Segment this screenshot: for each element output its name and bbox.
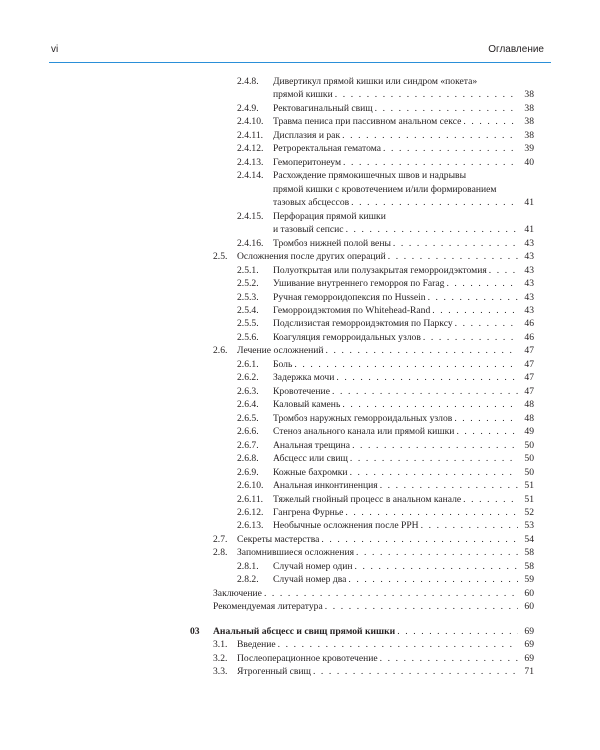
toc-entry[interactable] — [0, 587, 600, 600]
toc-entry-page: 59 — [524, 574, 534, 586]
toc-entry-line — [237, 533, 534, 546]
toc-entry[interactable] — [0, 317, 600, 330]
toc-entry-line — [273, 129, 534, 142]
toc-entry-line — [273, 264, 534, 277]
toc-entry[interactable] — [0, 331, 600, 344]
toc-leader-dots — [388, 250, 518, 263]
toc-leader-dots — [423, 331, 518, 344]
toc-entry-title: Подслизистая геморроидэктомия по Парксу — [273, 318, 453, 330]
toc-entry-line — [273, 223, 534, 236]
toc-entry-number: 2.6.9. — [237, 466, 259, 478]
toc-leader-dots — [351, 196, 518, 209]
toc-leader-dots — [346, 223, 518, 236]
toc-entry[interactable] — [0, 142, 600, 155]
toc-entry-page: 46 — [524, 318, 534, 330]
toc-entry-title: тазовых абсцессов — [273, 197, 350, 209]
toc-entry[interactable] — [0, 223, 600, 236]
toc-entry-number: 2.8.2. — [237, 574, 259, 586]
toc-entry-line — [273, 142, 534, 155]
toc-leader-dots — [393, 237, 518, 250]
toc-entry-page: 43 — [524, 264, 534, 276]
toc-entry-line — [273, 196, 534, 209]
toc-entry[interactable] — [0, 277, 600, 290]
toc-entry[interactable] — [0, 385, 600, 398]
toc-leader-dots — [326, 344, 518, 357]
toc-entry-number: 2.5.5. — [237, 318, 259, 330]
toc-entry-number: 2.5.6. — [237, 331, 259, 343]
toc-entry[interactable] — [0, 210, 600, 223]
toc-entry-number: 3.1. — [213, 639, 228, 651]
toc-entry-title: Введение — [237, 639, 276, 651]
toc-entry-page: 41 — [524, 224, 534, 236]
toc-entry-title: Расхождение прямокишечных швов и надрывы — [273, 170, 467, 182]
toc-entry-line — [273, 237, 534, 250]
toc-entry[interactable] — [0, 304, 600, 317]
toc-entry-number: 2.4.15. — [237, 210, 264, 222]
toc-entry-line — [273, 156, 534, 169]
toc-leader-dots — [428, 291, 518, 304]
toc-entry-line — [273, 317, 534, 330]
toc-entry-number: 2.4.16. — [237, 237, 264, 249]
toc-entry-number: 2.5. — [213, 251, 228, 263]
toc-entry-number: 2.6.13. — [237, 520, 264, 532]
toc-entry-number: 2.6.11. — [237, 493, 264, 505]
toc-entry-number: 2.4.11. — [237, 129, 264, 141]
toc-entry-line — [273, 331, 534, 344]
toc-entry-title: Коагуляция геморроидальных узлов — [273, 331, 421, 343]
toc-entry-line — [273, 210, 520, 223]
toc-entry-title: Дисплазия и рак — [273, 129, 341, 141]
toc-leader-dots — [278, 638, 518, 651]
toc-entry-line — [273, 466, 534, 479]
toc-entry-page: 60 — [524, 601, 534, 613]
toc-entry-number: 2.6.1. — [237, 358, 259, 370]
toc-entry[interactable] — [0, 533, 600, 546]
toc-entry-page: 50 — [524, 466, 534, 478]
toc-entry[interactable] — [0, 452, 600, 465]
toc-entry-number: 2.6.5. — [237, 412, 259, 424]
toc-entry-line — [273, 183, 520, 196]
toc-entry[interactable] — [0, 425, 600, 438]
toc-entry-title: Каловый камень — [273, 399, 341, 411]
toc-entry-line — [273, 385, 534, 398]
toc-entry[interactable] — [0, 344, 600, 357]
toc-entry-number: 03 — [190, 625, 200, 637]
toc-entry-line — [273, 452, 534, 465]
toc-entry[interactable] — [0, 479, 600, 492]
toc-leader-dots — [421, 519, 518, 532]
toc-entry-title: Лечение осложнений — [237, 345, 324, 357]
chapter-gap — [0, 614, 600, 625]
toc-entry-title: Гангрена Фурнье — [273, 507, 344, 518]
toc-entry-title: Случай номер два — [273, 574, 347, 586]
toc-leader-dots — [294, 358, 518, 371]
toc-entry[interactable] — [0, 546, 600, 559]
toc-entry[interactable] — [0, 506, 600, 519]
toc-entry-line — [273, 115, 534, 128]
toc-entry-page: 43 — [524, 278, 534, 290]
toc-entry-title: Кровотечение — [273, 385, 330, 397]
toc-entry-line — [237, 344, 534, 357]
toc-entry-title: Ятрогенный свищ — [237, 666, 311, 678]
toc-leader-dots — [463, 115, 518, 128]
toc-entry-title: прямой кишки с кровотечением и/или формированием — [273, 183, 497, 195]
toc-leader-dots — [335, 88, 518, 101]
toc-entry-number: 2.5.2. — [237, 278, 259, 290]
toc-entry[interactable] — [0, 250, 600, 263]
toc-entry-number: 2.6.12. — [237, 507, 264, 518]
running-header-title: Оглавление — [488, 44, 544, 55]
toc-entry-line — [273, 439, 534, 452]
toc-entry-line — [273, 88, 534, 101]
toc-leader-dots — [352, 439, 518, 452]
toc-entry-page: 48 — [524, 399, 534, 411]
toc-entry-line — [273, 560, 534, 573]
toc-entry-page: 46 — [524, 331, 534, 343]
toc-entry[interactable] — [0, 102, 600, 115]
toc-entry-title: Анальная трещина — [273, 439, 351, 451]
toc-entry[interactable] — [0, 600, 600, 613]
table-of-contents — [0, 75, 600, 679]
toc-entry-line — [273, 398, 534, 411]
toc-entry-line — [213, 625, 534, 638]
toc-entry-page: 47 — [524, 358, 534, 370]
toc-entry-page: 43 — [524, 251, 534, 263]
toc-entry-page: 38 — [524, 129, 534, 141]
toc-entry-page: 69 — [524, 625, 534, 637]
toc-entry-title: Тромбоз наружных геморроидальных узлов — [273, 412, 453, 424]
toc-entry-title: Анальная инконтиненция — [273, 480, 378, 492]
toc-entry-number: 2.6.8. — [237, 453, 259, 465]
toc-entry[interactable] — [0, 156, 600, 169]
toc-entry-number: 2.5.3. — [237, 291, 259, 303]
toc-entry-number: 2.6.4. — [237, 399, 259, 411]
toc-leader-dots — [264, 587, 518, 600]
toc-leader-dots — [432, 304, 518, 317]
toc-entry[interactable] — [0, 412, 600, 425]
toc-entry-page: 43 — [524, 304, 534, 316]
toc-entry-number: 2.8.1. — [237, 560, 259, 572]
toc-entry-line — [237, 546, 534, 559]
toc-entry-number: 2.6. — [213, 345, 228, 357]
toc-entry-title: Случай номер один — [273, 560, 353, 572]
toc-entry-number: 2.6.7. — [237, 439, 259, 451]
toc-entry-page: 50 — [524, 439, 534, 451]
toc-entry-line — [273, 493, 534, 506]
toc-entry-line — [273, 169, 520, 182]
toc-entry-page: 51 — [524, 493, 534, 505]
toc-entry-number: 2.4.10. — [237, 116, 264, 128]
toc-leader-dots — [348, 573, 518, 586]
toc-entry-page: 38 — [524, 116, 534, 128]
toc-leader-dots — [397, 625, 518, 638]
toc-entry-number: 3.2. — [213, 652, 228, 664]
toc-entry[interactable] — [0, 75, 600, 88]
toc-entry-title: Осложнения после других операций — [237, 251, 386, 263]
toc-entry-line — [213, 600, 534, 613]
toc-leader-dots — [332, 385, 518, 398]
header-rule — [49, 62, 551, 63]
toc-entry-page: 58 — [524, 560, 534, 572]
toc-entry-page: 60 — [524, 587, 534, 599]
toc-entry[interactable] — [0, 196, 600, 209]
toc-entry-number: 2.6.6. — [237, 426, 259, 438]
toc-entry-number: 2.4.14. — [237, 170, 264, 182]
toc-entry-title: Травма пениса при пассивном анальном сексе — [273, 116, 462, 128]
toc-entry-title: Перфорация прямой кишки — [273, 210, 386, 222]
toc-entry-title: Тромбоз нижней полой вены — [273, 237, 391, 249]
toc-entry-title: Секреты мастерства — [237, 533, 320, 545]
toc-entry[interactable] — [0, 115, 600, 128]
toc-entry-title: Боль — [273, 358, 293, 370]
toc-entry-title: Рекомендуемая литература — [213, 601, 323, 613]
toc-entry[interactable] — [0, 371, 600, 384]
toc-leader-dots — [350, 466, 518, 479]
toc-entry[interactable] — [0, 519, 600, 532]
toc-entry-page: 50 — [524, 453, 534, 465]
toc-entry-line — [273, 371, 534, 384]
toc-entry-line — [237, 665, 534, 678]
toc-entry[interactable] — [0, 439, 600, 452]
toc-leader-dots — [463, 493, 518, 506]
toc-leader-dots — [454, 412, 518, 425]
toc-entry-line — [237, 250, 534, 263]
toc-entry-line — [273, 277, 534, 290]
toc-leader-dots — [375, 102, 518, 115]
toc-entry[interactable] — [0, 625, 600, 638]
toc-entry[interactable] — [0, 264, 600, 277]
toc-entry-number: 2.4.9. — [237, 102, 259, 114]
toc-entry-line — [273, 291, 534, 304]
toc-leader-dots — [455, 317, 518, 330]
toc-entry-page: 43 — [524, 291, 534, 303]
toc-entry[interactable] — [0, 652, 600, 665]
toc-entry-page: 47 — [524, 345, 534, 357]
toc-entry-line — [237, 638, 534, 651]
toc-entry-number: 2.4.13. — [237, 156, 264, 168]
page-number: vi — [51, 44, 59, 55]
toc-entry-number: 2.7. — [213, 533, 228, 545]
toc-entry-number: 2.5.4. — [237, 304, 259, 316]
toc-entry-line — [273, 425, 534, 438]
toc-entry-page: 58 — [524, 547, 534, 559]
toc-entry-title: Задержка мочи — [273, 372, 335, 384]
toc-entry-page: 71 — [524, 666, 534, 678]
toc-entry[interactable] — [0, 638, 600, 651]
toc-entry-title: Дивертикул прямой кишки или синдром «покета» — [273, 76, 478, 87]
toc-entry[interactable] — [0, 291, 600, 304]
toc-entry-page: 49 — [524, 426, 534, 438]
toc-entry-title: Ректовагинальный свищ — [273, 102, 373, 114]
toc-entry-page: 54 — [524, 533, 534, 545]
toc-entry-page: 38 — [524, 102, 534, 114]
toc-entry-number: 2.4.8. — [237, 76, 259, 87]
toc-entry-number: 2.6.10. — [237, 480, 264, 492]
toc-leader-dots — [489, 264, 518, 277]
toc-entry-line — [273, 358, 534, 371]
toc-entry[interactable] — [0, 665, 600, 678]
toc-entry[interactable] — [0, 560, 600, 573]
toc-entry-line — [273, 519, 534, 532]
toc-entry-title: Запомнившиеся осложнения — [237, 547, 354, 559]
toc-entry-title: Ручная геморроидопексия по Hussein — [273, 291, 426, 303]
toc-entry-title: Послеоперационное кровотечение — [237, 652, 378, 664]
toc-entry-number: 2.5.1. — [237, 264, 259, 276]
toc-entry-line — [273, 75, 520, 88]
toc-entry-title: Полуоткрытая или полузакрытая геморроидэктомия — [273, 264, 487, 276]
toc-entry-title: Анальный абсцесс и свищ прямой кишки — [213, 625, 396, 637]
toc-entry-page: 69 — [524, 639, 534, 651]
toc-entry-page: 43 — [524, 237, 534, 249]
toc-leader-dots — [380, 652, 518, 665]
toc-leader-dots — [446, 277, 518, 290]
toc-entry-line — [237, 652, 534, 665]
toc-entry-line — [273, 102, 534, 115]
toc-entry-number: 2.8. — [213, 547, 228, 559]
toc-entry-title: Абсцесс или свищ — [273, 453, 348, 465]
toc-entry-page: 48 — [524, 412, 534, 424]
toc-entry-page: 39 — [524, 143, 534, 155]
toc-entry-line — [273, 412, 534, 425]
toc-entry-line — [273, 479, 534, 492]
toc-leader-dots — [336, 371, 518, 384]
toc-leader-dots — [383, 142, 518, 155]
toc-entry-number: 2.6.3. — [237, 385, 259, 397]
toc-leader-dots — [345, 506, 518, 519]
toc-entry[interactable] — [0, 358, 600, 371]
toc-entry-number: 2.6.2. — [237, 372, 259, 384]
toc-entry-page: 69 — [524, 652, 534, 664]
toc-entry[interactable] — [0, 183, 600, 196]
toc-entry-page: 47 — [524, 372, 534, 384]
toc-entry-title: Необычные осложнения после PPH — [273, 520, 419, 532]
toc-entry-line — [213, 587, 534, 600]
toc-entry[interactable] — [0, 169, 600, 182]
toc-leader-dots — [350, 452, 518, 465]
toc-entry-number: 2.4.12. — [237, 143, 264, 155]
toc-entry-page: 47 — [524, 385, 534, 397]
toc-leader-dots — [380, 479, 518, 492]
toc-leader-dots — [343, 156, 518, 169]
toc-entry-title: и тазовый сепсис — [273, 224, 344, 236]
toc-entry-title: прямой кишки — [273, 89, 333, 101]
toc-leader-dots — [325, 600, 518, 613]
toc-entry-page: 53 — [524, 520, 534, 532]
toc-entry-title: Геморроидэктомия по Whitehead-Rand — [273, 304, 431, 316]
toc-entry-title: Стеноз анального канала или прямой кишки — [273, 426, 455, 438]
toc-entry-number: 3.3. — [213, 666, 228, 678]
toc-entry-page: 51 — [524, 480, 534, 492]
toc-entry-title: Ретроректальная гематома — [273, 143, 382, 155]
toc-leader-dots — [342, 129, 518, 142]
toc-entry-title: Кожные бахромки — [273, 466, 348, 478]
toc-entry[interactable] — [0, 573, 600, 586]
toc-leader-dots — [321, 533, 518, 546]
toc-entry-title: Ушивание внутреннего геморроя по Farag — [273, 278, 445, 290]
toc-entry-line — [273, 573, 534, 586]
toc-entry-page: 38 — [524, 89, 534, 101]
toc-entry-title: Заключение — [213, 587, 262, 599]
toc-leader-dots — [456, 425, 518, 438]
toc-entry[interactable] — [0, 398, 600, 411]
toc-entry-line — [273, 506, 534, 519]
toc-leader-dots — [356, 546, 518, 559]
toc-leader-dots — [342, 398, 518, 411]
toc-entry-line — [273, 304, 534, 317]
toc-entry-page: 40 — [524, 156, 534, 168]
toc-entry[interactable] — [0, 493, 600, 506]
toc-leader-dots — [355, 560, 518, 573]
toc-entry-page: 41 — [524, 197, 534, 209]
toc-entry[interactable] — [0, 129, 600, 142]
toc-leader-dots — [313, 665, 518, 678]
toc-entry-title: Гемоперитонеум — [273, 156, 342, 168]
toc-entry-page: 52 — [524, 507, 534, 518]
toc-entry[interactable] — [0, 466, 600, 479]
toc-entry[interactable] — [0, 237, 600, 250]
toc-entry-title: Тяжелый гнойный процесс в анальном канале — [273, 493, 462, 505]
toc-entry[interactable] — [0, 88, 600, 101]
